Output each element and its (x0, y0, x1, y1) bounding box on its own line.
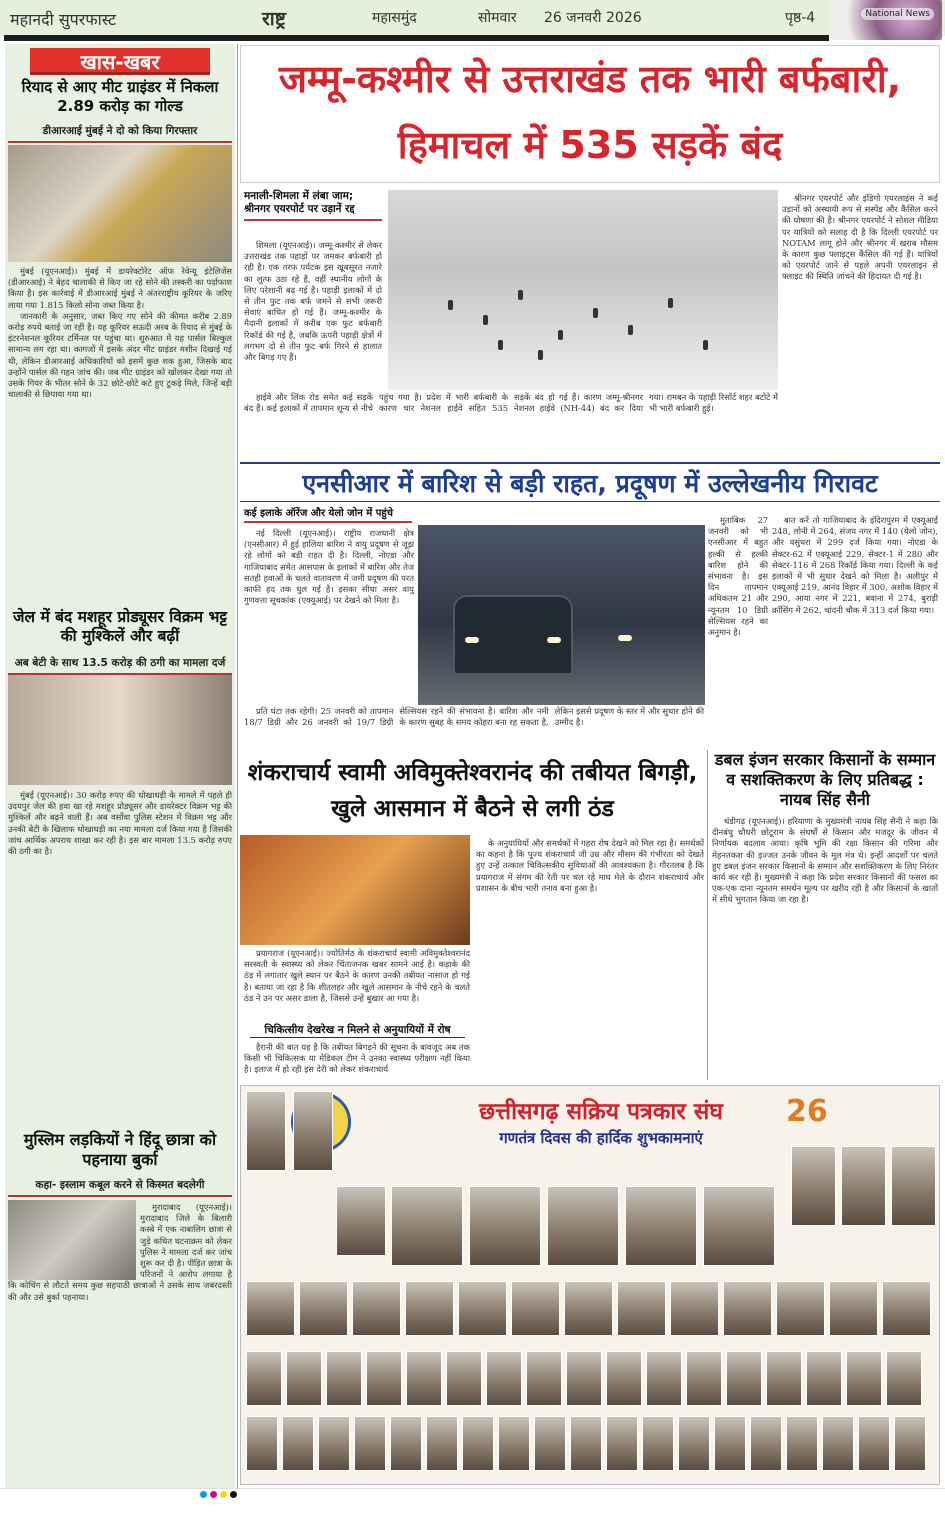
article-body: श्रीनगर एयरपोर्ट और इंडिगो एयरलाइंस ने कई उड़ानों को अस्थायी रूप से सस्पेंड और कैंसिल करने की घोषणा की है। श्रीनगर एयरपोर्ट ने सोशल मीडिया पर यात्रियों को सलाह दी है कि दिल्ली एयरपोर्ट पर NOTAM लागू होने और श्रीनगर में खराब मौसम के कारण कुछ फ्लाइट्स कैंसिल की गई हैं। यात्रियों को एयरपोर्ट जाने से पहले अपनी एयरलाइन से फ्लाइट की स्थिति जांचने की हिदायत दी गई है। (782, 193, 938, 282)
article-subhead: चिकित्सीय देखरेख न मिलने से अनुयायियों में रोष (250, 1024, 465, 1038)
ad-title: छत्तीसगढ़ सक्रिय पत्रकार संघ (479, 1099, 723, 1125)
portrait-photo (625, 1186, 697, 1266)
portrait-photo (564, 1281, 613, 1336)
article-headline: रियाद से आए मीट ग्राइंडर में निकला 2.89 करोड़ का गोल्ड (21, 78, 219, 115)
portrait-photo (886, 1351, 922, 1406)
producer-photo (8, 675, 232, 785)
article-body: बात करें तो गाजियाबाद के इंदिरापुरम में एक्यूआई 248, लोनी में 264, संजय नगर में 140 (येलो जोन), और वसुंधरा में 299 दर्ज किया गया। नोएडा के सेक्टर-62 में एक्यूआई 229, सेक्टर-1 में 280 और सेक्टर-116 में 268 रिकॉर्ड किया गया। दिल्ली के कई इलाकों में भी सुधार देखने को मिला है। अलीपुर में एक्यूआई 219, आनंद विहार में 300, अशोक विहार में 290, आया नगर में 221, बवाना में 274, बुराड़ी क्रॉसिंग में 262, चांदनी चौक में 313 दर्ज किया गया। (772, 515, 938, 615)
portrait-photo (858, 1416, 890, 1471)
article-body: प्रति घंटा तक रहेगी। 25 जनवरी को तापमान 18/7 डिग्री और 26 जनवरी को 19/7 डिग्री सेल्सियस रहने की संभावना है। बारिश और नमी के कारण सुबह के समय कोहरा बना रह सकता है, लेकिन इससे प्रदूषण के स्तर में और सुधार होने की उम्मीद है। (244, 706, 704, 728)
column-divider (707, 750, 708, 1080)
portrait-photo (326, 1351, 362, 1406)
portrait-photo (246, 1351, 282, 1406)
shankaracharya-photo (240, 835, 470, 945)
portrait-photo (566, 1351, 602, 1406)
portrait-photo (282, 1416, 314, 1471)
article-body: शिमला (यूएनआई)। जम्मू-कश्मीर से लेकर उत्तराखंड तक पहाड़ों पर जमकर बर्फबारी हो रही है। एक तरफ पर्यटक इस खूबसूरत नजारे का लुत्फ उठा रहे हैं, वहीं स्थानीय लोगों के लिए परेशानी बढ़ गई है। पहाड़ी इलाकों में दो से तीन फुट तक बर्फ जमने से सभी जरूरी सेवाएं बाधित हो गई हैं। जम्मू-कश्मीर के मैदानी इलाकों में करीब एक फुट बर्फबारी रिकॉर्ड की गई है, जबकि ऊपरी पहाड़ी क्षेत्रों में लगभग दो से तीन फुट बर्फ गिरने से हालात और बिगड़ गए हैं। (244, 240, 382, 363)
city: महासमुंद (372, 10, 417, 26)
portrait-photo (829, 1281, 878, 1336)
registration-mark (210, 1491, 217, 1498)
paper-name: महानदी सुपरफास्ट (10, 10, 117, 29)
portrait-photo (606, 1416, 638, 1471)
article-body: के अनुयायियों और समर्थकों में गहरा रोष देखने को मिल रहा है। समर्थकों का कहना है कि पूज्य शंकराचार्य जी उम्र और मौसम की गंभीरता को देखते हुए उन्हें तत्काल चिकित्सकीय सुविधाओं की आवश्यकता है। गौरतलब है कि प्रयागराज में संगम की रेती पर चल रहे माघ मेले के दौरान शंकराचार्य और प्रशासन के बीच भारी तनाव बना हुआ है। (476, 838, 704, 893)
portrait-photo (246, 1416, 278, 1471)
article-headline: मुस्लिम लड़कियों ने हिंदू छात्रा को पहनाया बुर्का (23, 1130, 217, 1169)
portrait-photo (406, 1351, 442, 1406)
day: सोमवार (478, 10, 517, 26)
portrait-photo (714, 1416, 746, 1471)
portrait-photo (882, 1281, 931, 1336)
portrait-photo (776, 1281, 825, 1336)
khas-khabar-label: खास-खबर (30, 48, 210, 75)
portrait-photo (293, 1091, 333, 1171)
article-subhead: अब बेटी के साथ 13.5 करोड़ की ठगी का मामला दर्ज (8, 656, 232, 675)
portrait-photo (678, 1416, 710, 1471)
portrait-photo (891, 1146, 936, 1226)
portrait-photo (686, 1351, 722, 1406)
lead-headline: जम्मू-कश्मीर से उत्तराखंड तक भारी बर्फबारी, हिमाचल में 535 सड़कें बंद (240, 45, 940, 183)
article-body: हैरानी की बात यह है कि तबीयत बिगड़ने की सूचना के बावजूद अब तक किसी भी चिकित्सक या मेडिकल टीम ने उनका स्वास्थ्य परीक्षण नहीं किया है। इलाज में हो रही इस देरी को लेकर शंकराचार्य (244, 1042, 470, 1075)
registration-mark (220, 1491, 227, 1498)
portrait-photo (352, 1281, 401, 1336)
portrait-photo (822, 1416, 854, 1471)
portrait-photo (426, 1416, 458, 1471)
portrait-photo (642, 1416, 674, 1471)
portrait-photo (723, 1281, 772, 1336)
gold-photo (8, 145, 232, 262)
portrait-photo (703, 1186, 775, 1266)
portrait-photo (299, 1281, 348, 1336)
header-rule (4, 35, 829, 41)
portrait-photo (498, 1416, 530, 1471)
registration-mark (230, 1491, 237, 1498)
portrait-photo (462, 1416, 494, 1471)
snowfall-photo (388, 190, 778, 390)
column-divider (237, 44, 238, 1488)
date: 26 जनवरी 2026 (544, 10, 642, 26)
portrait-photo (606, 1351, 642, 1406)
ncr-headline: एनसीआर में बारिश से बड़ी राहत, प्रदूषण में उल्लेखनीय गिरावट (240, 462, 940, 502)
portrait-photo (570, 1416, 602, 1471)
portrait-photo (246, 1091, 286, 1171)
portrait-photo (458, 1281, 507, 1336)
portrait-photo (846, 1351, 882, 1406)
article-subhead: डीआरआई मुंबई ने दो को किया गिरफ्तार (8, 124, 232, 143)
masthead (0, 0, 945, 36)
portrait-photo (670, 1281, 719, 1336)
naib-saini-headline: डबल इंजन सरकार किसानों के सम्मान व सशक्तिकरण के लिए प्रतिबद्ध : नायब सिंह सैनी (714, 750, 936, 809)
article-subhead: कई इलाके ऑरेंज और येलो जोन में पहुंचे (244, 508, 412, 523)
article-subhead: कहा- इस्लाम कबूल करने से किस्मत बदलेगी (8, 1178, 232, 1197)
portrait-photo (336, 1186, 386, 1256)
portrait-photo (511, 1281, 560, 1336)
article-body: चंडीगढ़ (यूएनआई)। हरियाणा के मुख्यमंत्री नायब सिंह सैनी ने कहा कि दीनबंधु चौधरी छोटूराम के संघर्षों से किसान और मजदूर के जीवन में निर्णायक बदलाव आया। कृषि भूमि की रक्षा किसान की गरिमा और मेहनतकश की इज्जत उनके जीवन के मूल मंत्र थे। इन्हीं आदर्शों पर चलते हुए डबल इंजन सरकार किसानों के सम्मान और सशक्तिकरण के लिए निरंतर कार्य कर रही है। मुख्यमंत्री ने कहा कि प्रदेश सरकार किसानों की फसल का एक-एक दाना न्यूनतम समर्थन मूल्य पर खरीद रही है और किसानों के खातों में सीधे भुगतान किया जा रहा है। (712, 816, 938, 905)
portrait-photo (841, 1146, 886, 1226)
republic-day-emblem: 26 (786, 1094, 828, 1129)
portrait-photo (786, 1416, 818, 1471)
article-body: मुंबई (यूएनआई)। 30 करोड़ रुपए की धोखाधड़ी के मामले में पहले ही उदयपुर जेल की हवा खा रहे मशहूर प्रोड्यूसर और डायरेक्टर विक्रम भट्ट की मुश्किलें और बढ़ने वाली हैं। अब वर्सोवा पुलिस स्टेशन में विक्रम भट्ट और उनकी बेटी के खिलाफ धोखाधड़ी का नया मामला दर्ज किया गया है जिसकी जांच आर्थिक अपराध शाखा कर रही है। इस बार मामला 13.5 करोड़ रुपए की ठगी का है। (8, 790, 232, 857)
portrait-photo (318, 1416, 350, 1471)
page-number: पृष्ठ-4 (785, 10, 816, 26)
article-body: प्रयागराज (यूएनआई)। ज्योतिर्मठ के शंकराचार्य स्वामी अविमुक्तेश्वरानंद सरस्वती के स्वास्थ्य को लेकर चिंताजनक खबर सामने आई है। कड़ाके की ठंड में लगातार खुले स्थान पर बैठने के कारण उनकी तबीयत नासाज हो गई है। बताया जा रहा है कि शीतलहर और खुले आसमान के नीचे रहने के चलते ठंड ने उन पर असर डाला है, जिससे उन्हें बुखार आ गया है। (244, 948, 470, 1003)
portrait-photo (766, 1351, 802, 1406)
article-headline: जेल में बंद मशहूर प्रोड्यूसर विक्रम भट्ट की मुश्किलें और बढ़ीं (13, 608, 227, 646)
portrait-photo (391, 1186, 463, 1266)
portrait-photo (534, 1416, 566, 1471)
side-headline: मनाली-शिमला में लंबा जाम; श्रीनगर एयरपोर्ट पर उड़ानें रद्द (244, 190, 382, 221)
section-name: राष्ट्र (262, 8, 286, 30)
shankaracharya-headline: शंकराचार्य स्वामी अविमुक्तेश्वरानंद की तबीयत बिगड़ी, खुले आसमान में बैठने से लगी ठंड (247, 760, 698, 822)
portrait-photo (354, 1416, 386, 1471)
portrait-photo (894, 1416, 926, 1471)
article-body: मुताबिक 27 जनवरी को भी एनसीआर में बहुत हल्की से हल्की बारिश होने की संभावना है। इस दिन तापमान अधिकतम 21 और न्यूनतम 10 डिग्री सेल्सियस रहने का अनुमान है। (708, 515, 768, 638)
portrait-photo (646, 1351, 682, 1406)
ad-subtitle: गणतंत्र दिवस की हार्दिक शुभकामनाएं (499, 1129, 703, 1147)
portrait-photo (246, 1281, 295, 1336)
portrait-photo (750, 1416, 782, 1471)
portrait-photo (405, 1281, 454, 1336)
page-footer (0, 1488, 945, 1519)
portrait-photo (526, 1351, 562, 1406)
rain-traffic-photo (418, 525, 705, 705)
national-news-badge: National News (830, 0, 942, 40)
portrait-photo (726, 1351, 762, 1406)
portrait-photo (806, 1351, 842, 1406)
article-body: मुरादाबाद (यूएनआई)। मुरादाबाद जिले के बिलारी कस्बे में एक नाबालिग छात्रा से जुड़े कथित घटनाक्रम को लेकर पुलिस ने मामला दर्ज कर जांच शुरू कर दी है। पीड़ित छात्रा के परिजनों ने आरोप लगाया है कि कोचिंग से लौटते समय कुछ सहपाठी छात्राओं ने उसके साथ जबरदस्ती की और उसे बुर्का पहनाया। (8, 1202, 232, 1302)
portrait-photo (547, 1186, 619, 1266)
article-body: मुंबई (यूएनआई)। मुंबई में डायरेक्टोरेट ऑफ रेवेन्यू इंटेलिजेंस (डीआरआई) ने बेहद चालाकी से किए जा रहे सोने की तस्करी का पर्दाफाश किया है। इस कार्रवाई में डीआरआई मुंबई ने अंतरराष्ट्रीय कूरियर के जरिए लाया गया 1.815 किलो सोना जब्त किया है। जानकारी के अनुसार, जब्त किए गए सोने की कीमत करीब 2.89 करोड़ रुपये बताई जा रही है। यह कूरियर सऊदी अरब के रियाद से मुंबई के इंटरनेशनल कूरियर टर्मिनल पर पहुंचा था। शुरुआत में यह पार्सल बिल्कुल सामान्य लग रहा था। कागजों में इसके अंदर मीट ग्राइंडर मशीन दिखाई गई थी, लेकिन डीआरआई अधिकारियों को इसमें कुछ शक हुआ, जिसके बाद उन्होंने पार्सल की गहन जांच की। जब मीट ग्राइंडर को खोलकर देखा गया तो उसके गियर के भीतर सोने के 32 छोटे-छोटे कटे हुए टुकड़े मिले, जिन्हें बड़ी चालाकी से छिपाया गया था। (8, 266, 232, 400)
portrait-photo (617, 1281, 666, 1336)
article-body: हाईवे और लिंक रोड समेत कई सड़कें बंद हैं। कई इलाकों में तापमान शून्य से नीचे पहुंच गया है। प्रदेश में भारी बर्फबारी के कारण चार नेशनल हाईवे सहित 535 सड़कें बंद हो गई हैं। कारण जम्मू-श्रीनगर नेशनल हाईवे (NH-44) बंद कर दिया गया। रामबन के पहाड़ी रिसॉर्ट शहर बटोटे में भी भारी बर्फबारी हुई। (244, 392, 778, 414)
portrait-photo (446, 1351, 482, 1406)
portrait-photo (791, 1146, 836, 1226)
portrait-photo (366, 1351, 402, 1406)
registration-mark (200, 1491, 207, 1498)
article-body: नई दिल्ली (यूएनआई)। राष्ट्रीय राजधानी क्षेत्र (एनसीआर) में हुई हालिया बारिश ने वायु प्रदूषण से जूझ रहे लोगों को बड़ी राहत दी है। दिल्ली, नोएडा और गाजियाबाद समेत आसपास के इलाकों में बारिश और तेज सतही हवाओं के चलते वातावरण में जमी प्रदूषण की परत काफी हद तक धुल गई है। इसका सीधा असर वायु गुणवत्ता सूचकांक (एक्यूआई) पर देखने को मिला है। (244, 528, 414, 606)
portrait-photo (469, 1186, 541, 1266)
republic-day-advertisement (240, 1085, 940, 1485)
portrait-photo (390, 1416, 422, 1471)
portrait-photo (486, 1351, 522, 1406)
portrait-photo (286, 1351, 322, 1406)
